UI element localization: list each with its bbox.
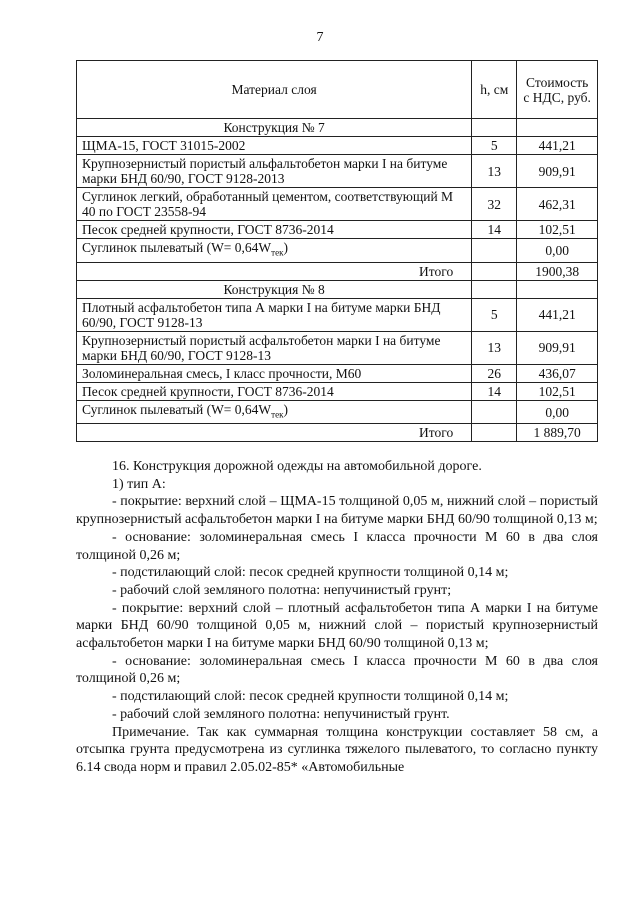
table-row	[77, 221, 598, 239]
cost-cell: 102,51	[517, 382, 598, 400]
material-text: Суглинок пылеватый (W= 0,64W	[82, 401, 272, 417]
table-row	[77, 331, 598, 364]
header-material: Материал слоя	[77, 61, 472, 119]
section-title-row	[77, 280, 598, 298]
cost-cell: 462,31	[517, 188, 598, 221]
cost-cell: 0,00	[517, 239, 598, 263]
paragraph: - рабочий слой земляного полотна: непучинистый грунт.	[112, 706, 450, 722]
table-row	[77, 137, 598, 155]
paragraph: Примечание. Так как суммарная толщина конструкции составляет 58 см, а отсыпка грунта предусмотрена из суглинка тяжелого пылеватого, то согласно пункту 6.14 свода норм и правил 2.05.02-85* «Автомобильные	[76, 724, 598, 775]
material-subscript: тек	[271, 247, 284, 258]
material-cell	[77, 400, 472, 424]
total-row	[77, 424, 598, 442]
paragraph: 16. Конструкция дорожной одежды на автомобильной дороге.	[112, 459, 482, 474]
table-row	[77, 400, 598, 424]
material-text-end: )	[283, 401, 288, 417]
paragraph: - покрытие: верхний слой – ЩМА-15 толщиной 0,05 м, нижний слой – пористый крупнозернистый асфальтобетон марки I на битуме марки БНД 60/90 толщиной 0,13 м;	[76, 494, 598, 528]
table-row	[77, 188, 598, 221]
table-row	[77, 382, 598, 400]
thickness-cell: 14	[472, 382, 517, 400]
paragraph: - подстилающий слой: песок средней крупности толщиной 0,14 м;	[112, 565, 509, 581]
paragraph: - подстилающий слой: песок средней крупности толщиной 0,14 м;	[112, 689, 509, 705]
material-cell	[77, 239, 472, 263]
thickness-cell	[472, 400, 517, 424]
material-text-end: )	[283, 240, 288, 255]
total-value: 1900,38	[517, 262, 598, 280]
total-label: Итого	[77, 262, 472, 280]
cost-cell: 102,51	[517, 221, 598, 239]
material-cell: Песок средней крупности, ГОСТ 8736-2014	[77, 221, 472, 239]
material-cell: Крупнозернистый пористый асфальтобетон марки I на битуме марки БНД 60/90, ГОСТ 9128-13	[77, 331, 472, 364]
table-header-row	[77, 61, 598, 119]
material-cell: Песок средней крупности, ГОСТ 8736-2014	[77, 382, 472, 400]
table-row	[77, 155, 598, 188]
paragraph: - основание: золоминеральная смесь I класса прочности М 60 в два слоя толщиной 0,26 м;	[76, 653, 598, 687]
thickness-cell: 5	[472, 137, 517, 155]
cost-cell: 436,07	[517, 364, 598, 382]
thickness-cell: 14	[472, 221, 517, 239]
thickness-cell: 13	[472, 331, 517, 364]
thickness-cell	[472, 239, 517, 263]
material-subscript: тек	[271, 409, 284, 420]
paragraph: - покрытие: верхний слой – плотный асфальтобетон типа А марки I на битуме марки БНД 60/90 толщиной 0,05 м, нижний слой – пористый крупнозернистый асфальтобетон марки I на битуме марки БНД 60/90 толщиной 0,13 м;	[76, 600, 598, 652]
section-title-row	[77, 119, 598, 137]
thickness-cell: 5	[472, 298, 517, 331]
table-row	[77, 364, 598, 382]
material-cell: Плотный асфальтобетон типа А марки I на битуме марки БНД 60/90, ГОСТ 9128-13	[77, 298, 472, 331]
section-title: Конструкция № 8	[77, 280, 472, 298]
body-text	[76, 458, 598, 777]
table-row	[77, 239, 598, 263]
material-cell: ЩМА-15, ГОСТ 31015-2002	[77, 137, 472, 155]
page-number: 7	[316, 30, 324, 45]
cost-cell: 909,91	[517, 331, 598, 364]
cost-cell: 441,21	[517, 137, 598, 155]
total-value: 1 889,70	[517, 424, 598, 442]
header-cost: Стоимость с НДС, руб.	[517, 61, 598, 119]
materials-table	[76, 60, 598, 442]
total-row	[77, 262, 598, 280]
section-title: Конструкция № 7	[77, 119, 472, 137]
material-cell: Суглинок легкий, обработанный цементом, соответствующий М 40 по ГОСТ 23558-94	[77, 188, 472, 221]
material-text: Суглинок пылеватый (W= 0,64W	[82, 240, 272, 255]
cost-cell: 0,00	[517, 400, 598, 424]
material-cell: Крупнозернистый пористый альфальтобетон марки I на битуме марки БНД 60/90, ГОСТ 9128-2013	[77, 155, 472, 188]
material-cell: Золоминеральная смесь, I класс прочности, М60	[77, 364, 472, 382]
thickness-cell: 26	[472, 364, 517, 382]
paragraph: - рабочий слой земляного полотна: непучинистый грунт;	[112, 582, 452, 598]
cost-cell: 441,21	[517, 298, 598, 331]
cost-cell: 909,91	[517, 155, 598, 188]
total-label: Итого	[77, 424, 472, 442]
paragraph: 1) тип А:	[112, 476, 166, 492]
thickness-cell: 13	[472, 155, 517, 188]
table-row	[77, 298, 598, 331]
header-thickness: h, см	[472, 61, 517, 119]
paragraph: - основание: золоминеральная смесь I класса прочности М 60 в два слоя толщиной 0,26 м;	[76, 529, 598, 563]
thickness-cell: 32	[472, 188, 517, 221]
